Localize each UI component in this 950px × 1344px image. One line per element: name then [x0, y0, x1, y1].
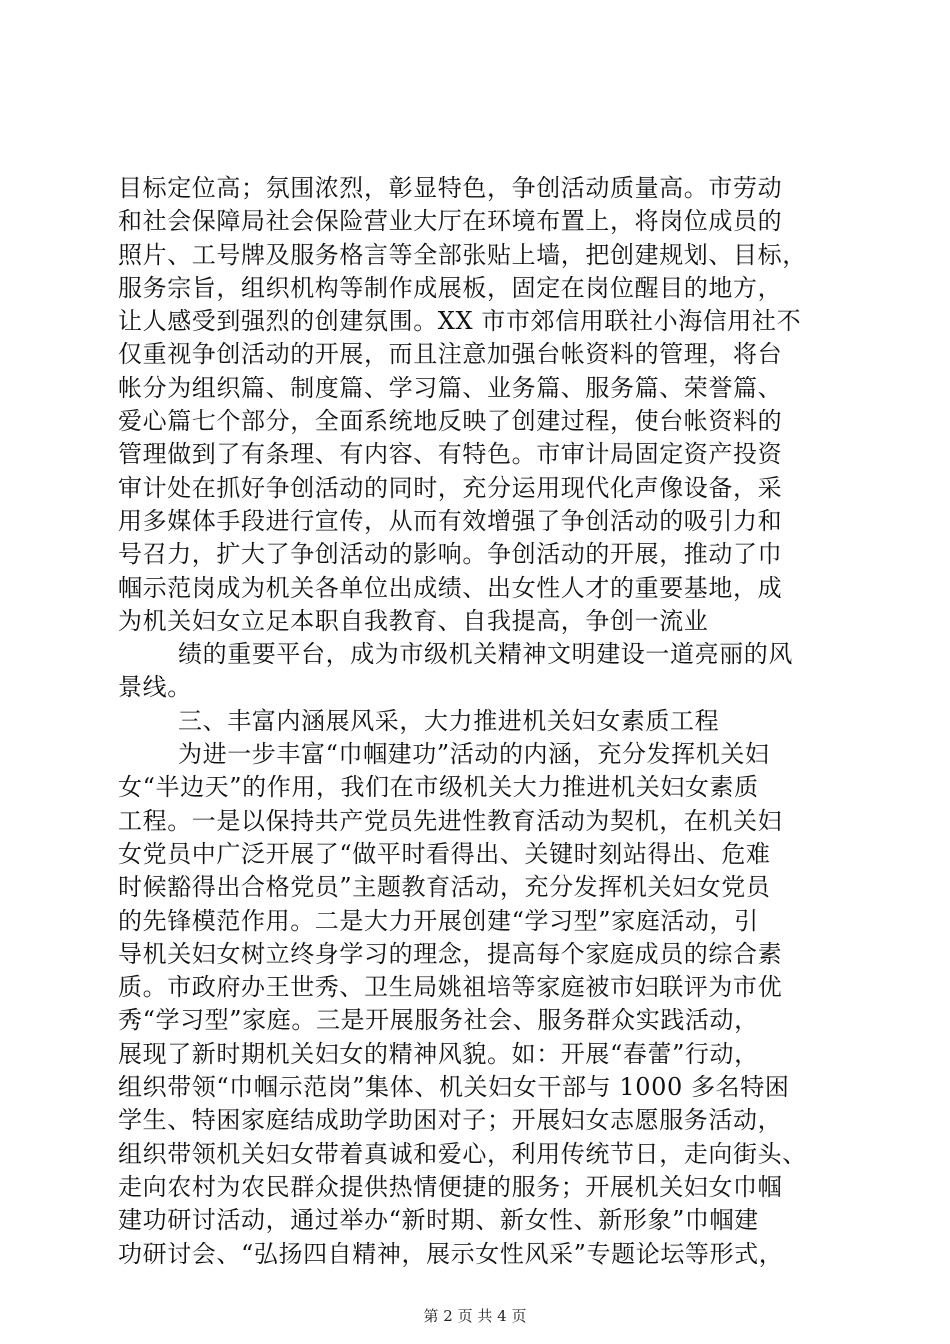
text-line: 建功研讨活动，通过举办“新时期、新女性、新形象”巾帼建	[118, 1206, 759, 1235]
text-line: 爱心篇七个部分，全面系统地反映了创建过程，使台帐资料的	[118, 407, 783, 436]
text-line: 的先锋模范作用。二是大力开展创建“学习型”家庭活动，引	[118, 906, 759, 935]
text-line: 审计处在抓好争创活动的同时，充分运用现代化声像设备，采	[118, 473, 783, 502]
text-line: 服务宗旨，组织机构等制作成展板，固定在岗位醒目的地方，	[118, 273, 783, 302]
text-line: 目标定位高；氛围浓烈，彰显特色，争创活动质量高。市劳动	[118, 174, 783, 202]
text-line: 学生、特困家庭结成助学助困对子；开展妇女志愿服务活动，	[118, 1106, 783, 1135]
text-line: 和社会保障局社会保险营业大厅在环境布置上，将岗位成员的	[118, 207, 783, 236]
text-line: 绩的重要平台，成为市级机关精神文明建设一道亮丽的风	[178, 640, 793, 669]
text-line: 功研讨会、“弘扬四自精神，展示女性风采”专题论坛等形式，	[118, 1239, 784, 1268]
text-line: 景线。	[118, 673, 192, 702]
text-line: 为机关妇女立足本职自我教育、自我提高，争创一流业	[118, 606, 709, 635]
text-line: 女党员中广泛开展了“做平时看得出、关键时刻站得出、危难	[118, 839, 771, 868]
text-line: 质。市政府办王世秀、卫生局姚祖培等家庭被市妇联评为市优	[118, 973, 783, 1002]
section-heading: 三、丰富内涵展风采，大力推进机关妇女素质工程	[178, 706, 720, 735]
text-line: 号召力，扩大了争创活动的影响。争创活动的开展，推动了巾	[118, 540, 783, 569]
page-footer: 第 2 页 共 4 页	[423, 1307, 527, 1325]
body-text	[118, 172, 838, 1271]
text-line: 工程。一是以保持共产党员先进性教育活动为契机，在机关妇	[118, 806, 783, 835]
text-line: 管理做到了有条理、有内容、有特色。市审计局固定资产投资	[118, 440, 783, 469]
text-line: 用多媒体手段进行宣传，从而有效增强了争创活动的吸引力和	[118, 506, 783, 535]
text-line: 让人感受到强烈的创建氛围。XX 市市郊信用联社小海信用社不	[118, 307, 802, 336]
text-line: 组织带领机关妇女带着真诚和爱心，利用传统节日，走向街头、	[118, 1139, 807, 1168]
text-line: 女“半边天”的作用，我们在市级机关大力推进机关妇女素质	[118, 773, 759, 802]
text-line: 仅重视争创活动的开展，而且注意加强台帐资料的管理，将台	[118, 340, 783, 369]
text-line: 照片、工号牌及服务格言等全部张贴上墙，把创建规划、目标，	[118, 240, 807, 269]
text-line: 为进一步丰富“巾帼建功”活动的内涵，充分发挥机关妇	[178, 740, 770, 769]
text-line: 走向农村为农民群众提供热情便捷的服务；开展机关妇女巾帼	[118, 1172, 783, 1201]
text-line: 导机关妇女树立终身学习的理念，提高每个家庭成员的综合素	[118, 939, 783, 968]
text-line: 时候豁得出合格党员”主题教育活动，充分发挥机关妇女党员	[118, 873, 771, 902]
text-line: 帐分为组织篇、制度篇、学习篇、业务篇、服务篇、荣誉篇、	[118, 373, 783, 402]
text-line: 组织带领“巾帼示范岗”集体、机关妇女干部与 1000 多名特困	[118, 1073, 790, 1102]
text-line: 秀“学习型”家庭。三是开展服务社会、服务群众实践活动，	[118, 1006, 759, 1035]
text-line: 展现了新时期机关妇女的精神风貌。如：开展“春蕾”行动，	[118, 1039, 759, 1068]
text-line: 帼示范岗成为机关各单位出成绩、出女性人才的重要基地，成	[118, 573, 783, 602]
